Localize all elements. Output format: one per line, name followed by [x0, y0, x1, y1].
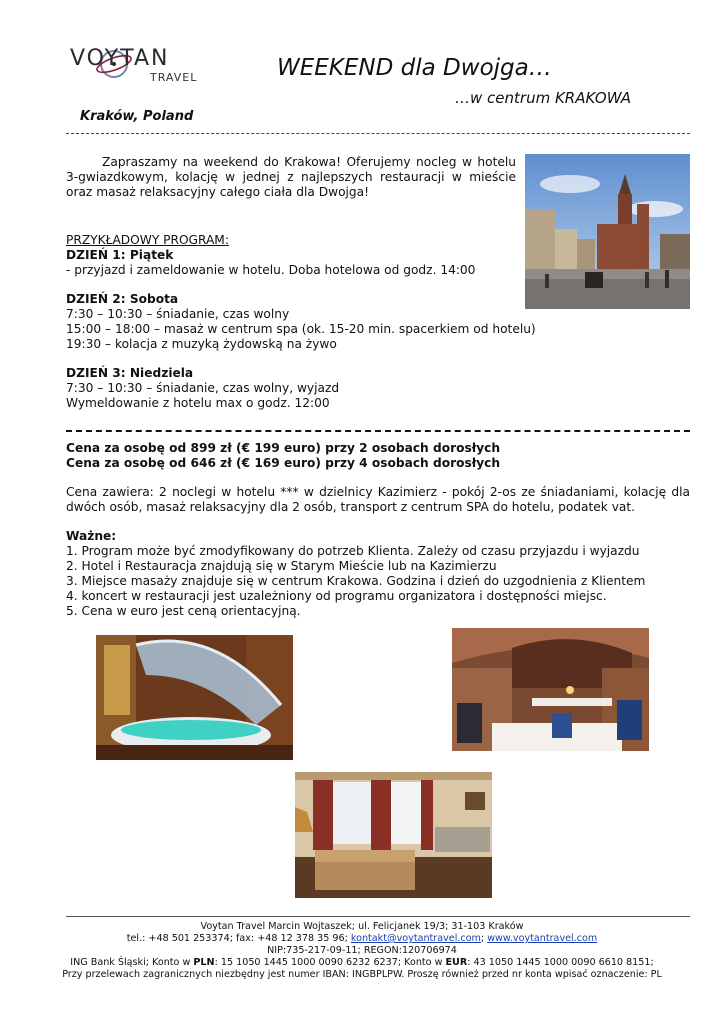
bank-text: ING Bank Śląski; Konto w [70, 957, 194, 968]
price-includes-paragraph: Cena zawiera: 2 noclegi w hotelu *** w dzielnicy Kazimierz - pokój 2-os ze śniadaniami, kolację dla dwóch osób, masaż relaksacyjny dla 2 osób, transport z centrum SPA do hotelu, podatek vat. [66, 485, 690, 514]
footer-separator: ; [480, 933, 488, 944]
day2-title: DZIEŃ 2: Sobota [66, 292, 179, 306]
footer-phone-fax: tel.: +48 501 253374; fax: +48 12 378 35 96; [126, 933, 351, 944]
page-title: WEEKEND dla Dwojga… [277, 55, 552, 81]
website-link[interactable]: www.voytantravel.com [487, 933, 598, 944]
email-link[interactable]: kontakt@voytantravel.com [350, 933, 481, 944]
important-item: 4. koncert w restauracji jest uzależniony od programu organizatora i dostępności miejsc. [66, 589, 607, 603]
footer-address: Voytan Travel Marcin Wojtaszek; ul. Felicjanek 19/3; 31-103 Kraków [200, 921, 524, 932]
important-item: 1. Program może być zmodyfikowany do potrzeb Klienta. Zależy od czasu przyjazdu i wyjazdu [66, 544, 640, 558]
header-divider [66, 133, 690, 134]
logo-text: VOYTAN [70, 46, 170, 71]
footer-iban-note: Przy przelewach zagranicznych niezbędny jest numer IBAN: INGBPLPW. Proszę również przed nr konta wpisać oznaczenie: PL [62, 969, 662, 980]
day2-line: 7:30 – 10:30 – śniadanie, czas wolny [66, 307, 290, 321]
intro-text: Zapraszamy na weekend do Krakowa! Oferujemy nocleg w hotelu 3-gwiazdkowym, kolację w jednej z najlepszych restauracji w mieście oraz masaż relaksacyjny całego ciała dla Dwojga! [66, 155, 516, 199]
day2-line: 15:00 – 18:00 – masaż w centrum spa (ok. 15-20 min. spacerkiem od hotelu) [66, 322, 536, 336]
footer-contact [0, 933, 724, 945]
intro-paragraph [66, 155, 516, 200]
important-item: 3. Miejsce masaży znajduje się w centrum Krakowa. Godzina i dzień do uzgodnienia z Klientem [66, 574, 646, 588]
important-item: 2. Hotel i Restauracja znajdują się w Starym Mieście lub na Kazimierzu [66, 559, 497, 573]
footer-divider [66, 916, 690, 917]
voytan-travel-logo [70, 44, 210, 89]
price-line-2-adults: Cena za osobę od 899 zł (€ 199 euro) przy 2 osobach dorosłych [66, 441, 501, 455]
day1-title: DZIEŃ 1: Piątek [66, 248, 174, 262]
program-heading: PRZYKŁADOWY PROGRAM: [66, 233, 229, 247]
bank-text: : 15 1050 1445 1000 0090 6232 6237; Konto w [214, 957, 446, 968]
location-label: Kraków, Poland [80, 109, 194, 124]
day3-line: Wymeldowanie z hotelu max o godz. 12:00 [66, 396, 330, 410]
currency-pln: PLN [193, 957, 215, 968]
currency-eur: EUR [445, 957, 468, 968]
restaurant-cellar-photo [452, 628, 649, 751]
day2-line: 19:30 – kolacja z muzyką żydowską na żywo [66, 337, 337, 351]
price-line-4-adults: Cena za osobę od 646 zł (€ 169 euro) przy 4 osobach dorosłych [66, 456, 501, 470]
logo-subtext: TRAVEL [150, 71, 198, 84]
important-item: 5. Cena w euro jest ceną orientacyjną. [66, 604, 301, 618]
spa-capsule-photo [96, 635, 293, 760]
day3-line: 7:30 – 10:30 – śniadanie, czas wolny, wyjazd [66, 381, 340, 395]
hotel-room-photo [295, 772, 492, 898]
important-heading: Ważne: [66, 529, 117, 543]
price-divider [66, 430, 690, 432]
footer-tax-ids: NIP:735-217-09-11; REGON:120706974 [267, 945, 457, 956]
footer-bank-accounts [0, 957, 724, 969]
day3-title: DZIEŃ 3: Niedziela [66, 366, 194, 380]
day1-line: - przyjazd i zameldowanie w hotelu. Doba hotelowa od godz. 14:00 [66, 263, 476, 277]
bank-text: : 43 1050 1445 1000 0090 6610 8151; [467, 957, 654, 968]
page-subtitle: …w centrum KRAKOWA [455, 89, 632, 107]
krakow-market-square-photo [525, 154, 690, 309]
